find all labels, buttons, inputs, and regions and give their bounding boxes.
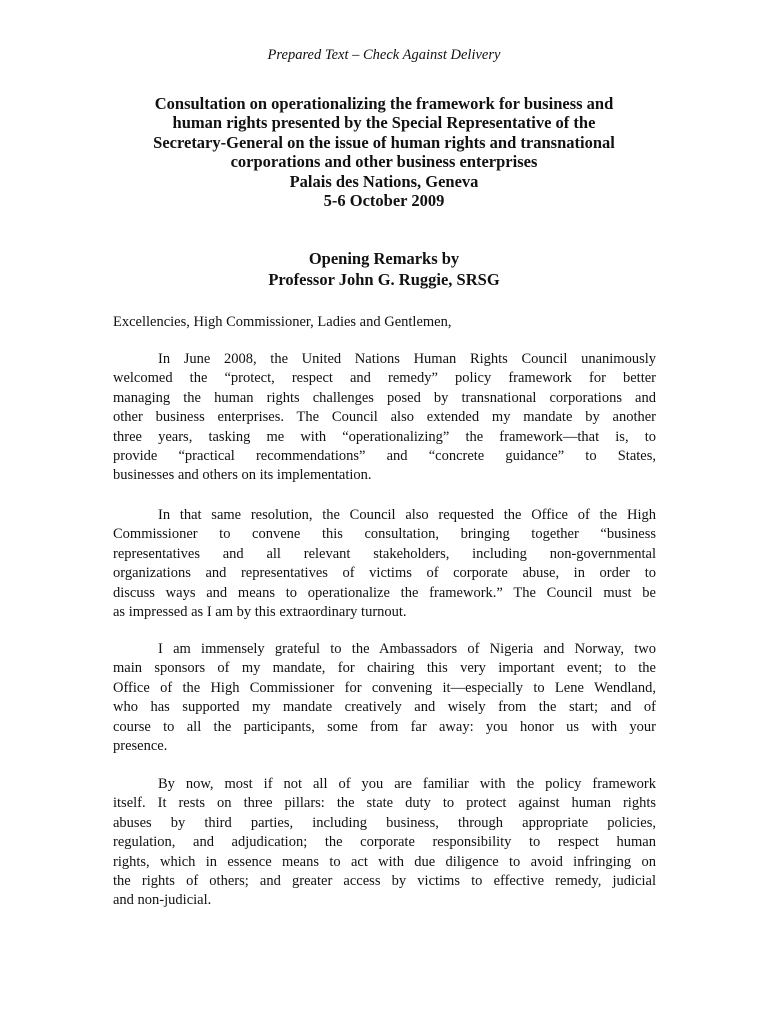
delivery-note: Prepared Text – Check Against Delivery: [267, 47, 501, 63]
paragraph-line: as impressed as I am by this extraordinary turnout.: [113, 603, 407, 620]
paragraph-line: and non-judicial.: [113, 892, 212, 909]
title-line: Secretary-General on the issue of human rights and transnational: [153, 132, 615, 152]
paragraph-line: rights, which in essence means to act with due diligence to avoid infringing on: [113, 853, 656, 870]
body-paragraph: [113, 350, 656, 486]
paragraph-line: discuss ways and means to operationalize the framework.” The Council must be: [113, 584, 656, 601]
paragraph-line: representatives and all relevant stakeholders, including non-governmental: [113, 545, 656, 562]
paragraph-line: who has supported my mandate creatively and wisely from the start; and of: [113, 699, 656, 716]
paragraph-line: itself. It rests on three pillars: the state duty to protect against human rights: [113, 795, 656, 812]
paragraph-line: I am immensely grateful to the Ambassadors of Nigeria and Norway, two: [158, 641, 656, 657]
document-title: [100, 94, 668, 210]
title-line: Consultation on operationalizing the framework for business and: [154, 94, 614, 113]
body-paragraph: [113, 640, 656, 756]
paragraph-line: the rights of others; and greater access by victims to effective remedy, judicial: [113, 872, 656, 889]
paragraph-line: By now, most if not all of you are familiar with the policy framework: [158, 776, 656, 792]
paragraph-line: businesses and others on its implementation.: [113, 467, 372, 484]
paragraph-line: three years, tasking me with “operationalizing” the framework—that is, to: [113, 428, 656, 445]
paragraph-line: In June 2008, the United Nations Human Rights Council unanimously: [158, 351, 656, 367]
venue-line: Palais des Nations, Geneva: [289, 171, 479, 191]
date-line: 5-6 October 2009: [323, 191, 445, 211]
paragraph-line: other business enterprises. The Council also extended my mandate by another: [113, 409, 656, 426]
remarks-heading: Opening Remarks by: [308, 249, 460, 268]
title-line: human rights presented by the Special Representative of the: [172, 113, 596, 133]
speaker-name: Professor John G. Ruggie, SRSG: [268, 270, 500, 289]
speaker-heading: [100, 248, 668, 290]
paragraph-line: organizations and representatives of victims of corporate abuse, in order to: [113, 565, 656, 582]
salutation: Excellencies, High Commissioner, Ladies and Gentlemen,: [113, 314, 452, 330]
paragraph-line: main sponsors of my mandate, for chairing this very important event; to the: [113, 660, 656, 677]
title-line: corporations and other business enterprises: [230, 152, 538, 172]
paragraph-line: course to all the participants, some from far away: you honor us with your: [113, 718, 656, 735]
paragraph-line: Office of the High Commissioner for convening it—especially to Lene Wendland,: [113, 679, 656, 696]
paragraph-line: welcomed the “protect, respect and remedy” policy framework for better: [113, 370, 656, 387]
paragraph-line: abuses by third parties, including business, through appropriate policies,: [113, 814, 656, 831]
paragraph-line: managing the human rights challenges posed by transnational corporations and: [113, 389, 656, 406]
paragraph-line: regulation, and adjudication; the corporate responsibility to respect human: [113, 834, 656, 851]
body-paragraph: [113, 506, 656, 622]
paragraph-line: Commissioner to convene this consultation, bringing together “business: [113, 526, 656, 543]
paragraph-line: presence.: [113, 737, 168, 754]
paragraph-line: In that same resolution, the Council also requested the Office of the High: [158, 507, 656, 523]
paragraph-line: provide “practical recommendations” and “concrete guidance” to States,: [113, 447, 656, 464]
body-paragraph: [113, 775, 656, 911]
